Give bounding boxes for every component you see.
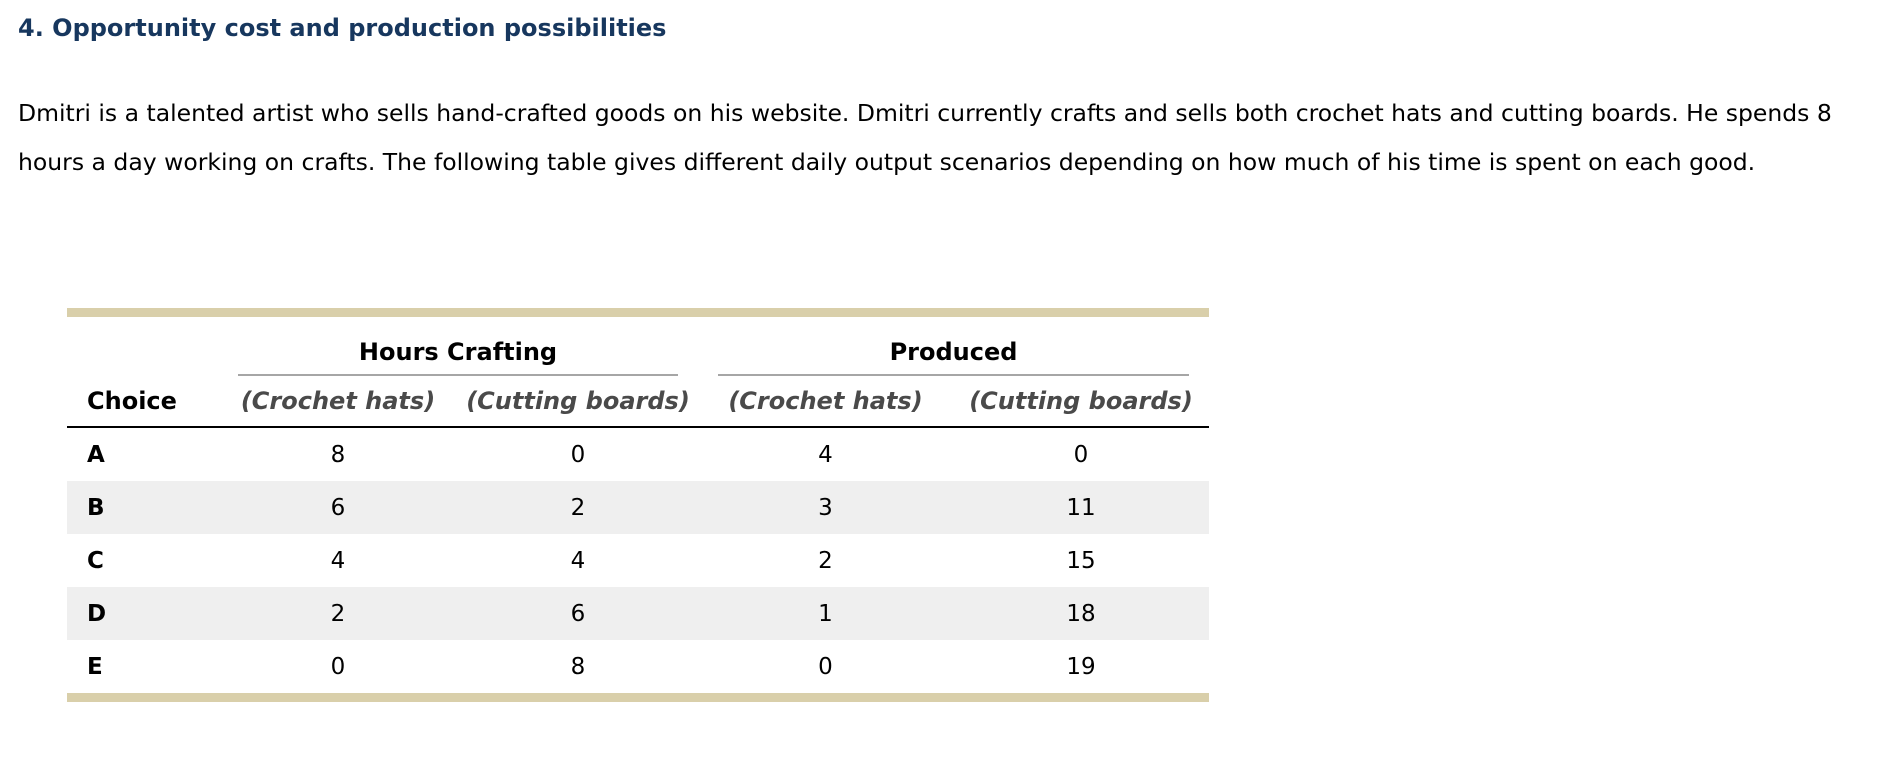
table-top-rule <box>67 308 1209 317</box>
produced-hats-cell: 2 <box>818 547 833 574</box>
table-bottom-rule <box>67 693 1209 702</box>
hours-boards-column-header: (Cutting boards) <box>458 376 698 427</box>
choice-cell: D <box>67 587 218 640</box>
hours-crafting-label: Hours Crafting <box>238 338 678 376</box>
hours-boards-cell: 2 <box>458 481 698 534</box>
table-row <box>67 481 1209 534</box>
table-row <box>67 427 1209 481</box>
hours-boards-cell: 8 <box>570 653 586 680</box>
hours-hats-cell: 0 <box>330 653 346 680</box>
hours-hats-cell: 8 <box>330 441 346 468</box>
produced-hats-cell: 4 <box>818 441 833 468</box>
hours-hats-cell: 2 <box>218 587 458 640</box>
hours-hats-column-header: (Crochet hats) <box>218 376 458 427</box>
page-title: 4. Opportunity cost and production possibilities <box>18 14 667 42</box>
produced-boards-cell: 15 <box>1066 547 1096 574</box>
intro-paragraph: Dmitri is a talented artist who sells hand-crafted goods on his website. Dmitri currently crafts and sells both crochet hats and cutting boards. He spends 8 hours a day working on crafts. The following table gives different daily output scenarios depending on how much of his time is spent on each good. <box>18 99 1832 176</box>
hours-boards-cell: 6 <box>458 587 698 640</box>
hours-crafting-group-header <box>218 317 698 376</box>
produced-hats-column-header: (Crochet hats) <box>698 376 953 427</box>
table-row <box>67 534 1209 587</box>
choice-cell: E <box>87 653 103 680</box>
produced-hats-cell: 0 <box>818 653 833 680</box>
hours-hats-cell: 6 <box>218 481 458 534</box>
choice-cell: A <box>87 441 105 468</box>
group-header-spacer <box>67 317 218 376</box>
production-table-container <box>67 308 1209 702</box>
produced-hats-cell: 3 <box>698 481 953 534</box>
choice-cell: B <box>67 481 218 534</box>
produced-boards-cell: 18 <box>953 587 1209 640</box>
group-header-row <box>67 317 1209 376</box>
produced-boards-cell: 0 <box>1073 441 1089 468</box>
produced-group-header <box>698 317 1209 376</box>
hours-boards-cell: 0 <box>570 441 586 468</box>
produced-boards-cell: 11 <box>953 481 1209 534</box>
choice-cell: C <box>87 547 104 574</box>
hours-boards-cell: 4 <box>570 547 586 574</box>
produced-boards-column-header: (Cutting boards) <box>953 376 1209 427</box>
produced-boards-cell: 19 <box>1066 653 1096 680</box>
choice-column-header: Choice <box>67 376 218 427</box>
hours-hats-cell: 4 <box>330 547 346 574</box>
produced-hats-cell: 1 <box>698 587 953 640</box>
table-row <box>67 587 1209 640</box>
table-row <box>67 640 1209 693</box>
column-header-row <box>67 376 1209 427</box>
production-table <box>67 317 1209 693</box>
produced-label: Produced <box>718 338 1189 376</box>
